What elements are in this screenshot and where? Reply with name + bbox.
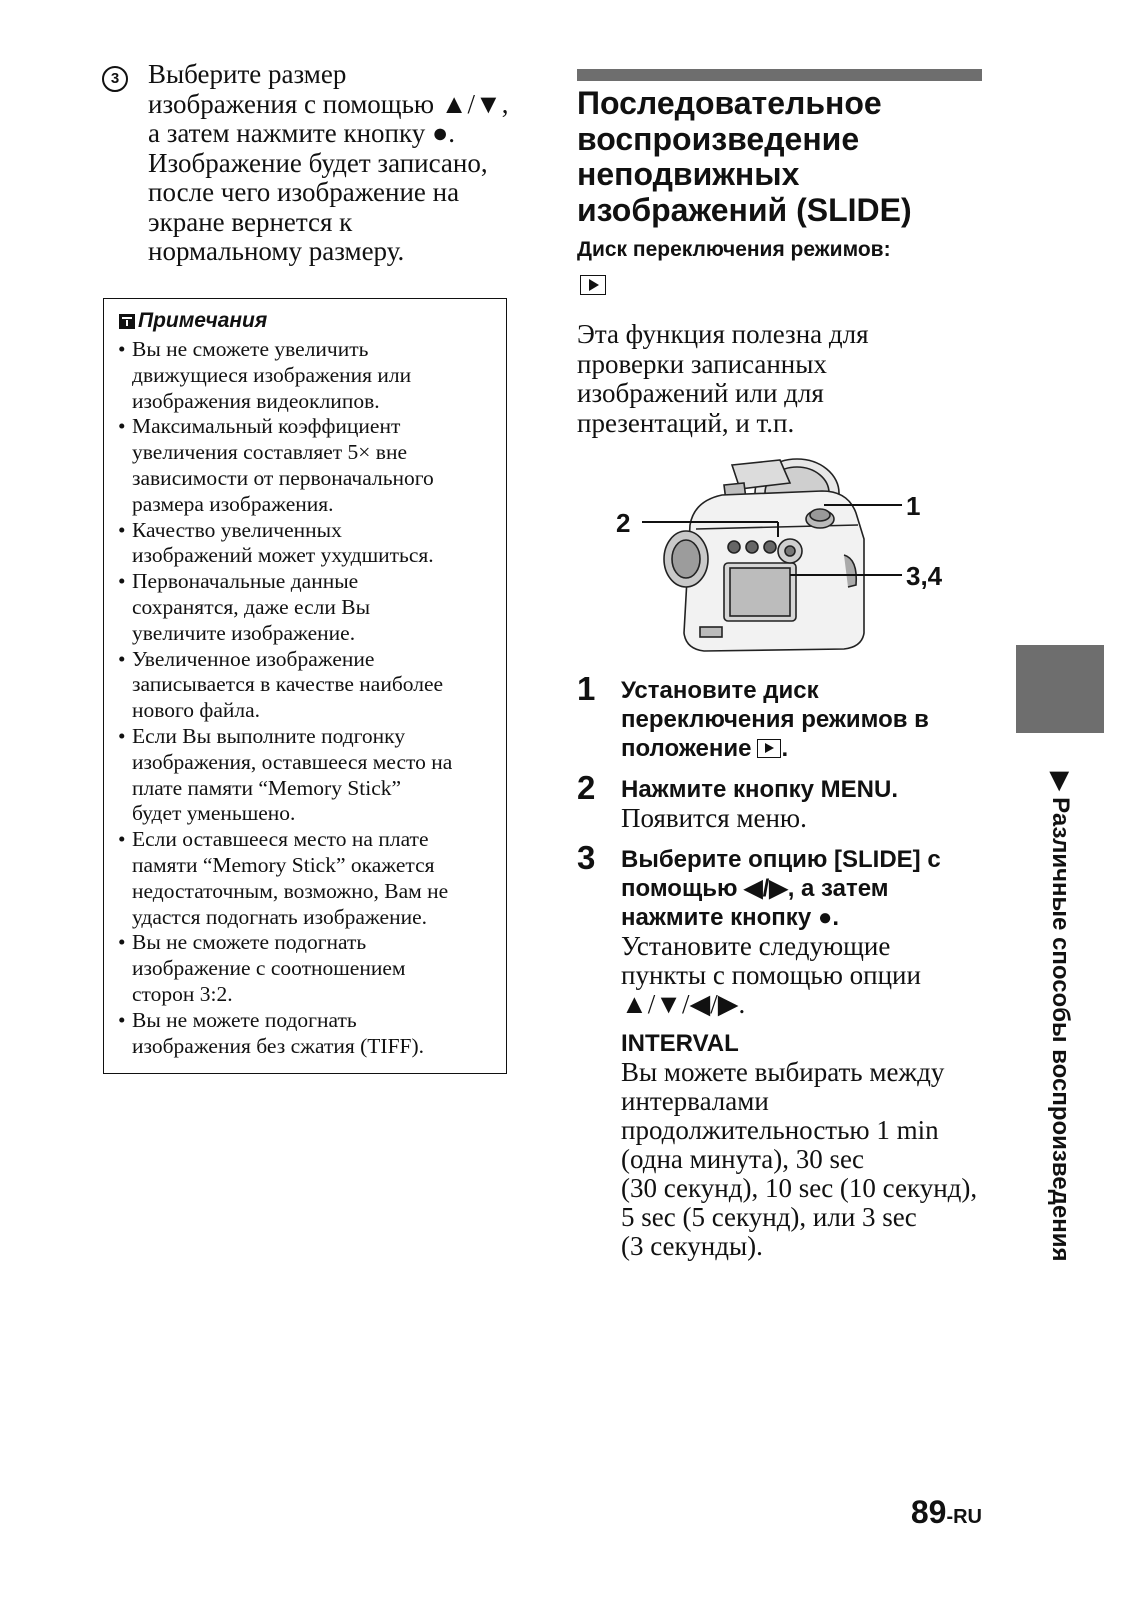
step-number: 2	[577, 769, 596, 806]
note-icon	[118, 312, 136, 330]
chapter-label: ▶ Различные способы воспроизведения	[1047, 772, 1074, 1262]
interval-description: Вы можете выбирать между интервалами продолжительностью 1 min (одна минута), 30 sec (30 секунд), 10 sec (10 секунд), 5 sec (5 секунд), или 3 sec (3 секунды).	[621, 1057, 978, 1261]
step-title: Нажмите кнопку MENU.	[621, 776, 898, 803]
notes-box	[103, 298, 507, 1074]
note-item: • Первоначальные данные сохранятся, даже если Вы увеличите изображение.	[118, 569, 496, 646]
step-3	[577, 841, 997, 1261]
circled-step-number: 3	[102, 66, 128, 92]
callout-2: 2	[616, 508, 631, 538]
notes-list	[118, 337, 496, 1059]
note-item: • Вы не сможете увеличить движущиеся изображения или изображения видеоклипов.	[118, 337, 496, 414]
camera-body-drawing	[664, 459, 864, 651]
interval-subheading: INTERVAL	[621, 1030, 739, 1057]
note-item: • Качество увеличенных изображений может ухудшиться.	[118, 518, 496, 570]
step-title: Выберите опцию [SLIDE] с помощью ◀/▶, а затем нажмите кнопку ●.	[621, 846, 941, 931]
notes-title: Примечания	[118, 307, 496, 335]
step-2	[577, 771, 997, 833]
section-heading: Последовательное воспроизведение неподвижных изображений (SLIDE)	[577, 85, 912, 228]
note-item: • Если Вы выполните подгонку изображения, оставшееся место на плате памяти “Memory Stick” будет уменьшено.	[118, 724, 496, 827]
zoom-step-3	[102, 60, 522, 267]
step-title: Установите диск переключения режимов в положение .	[621, 677, 929, 762]
step-number: 3	[577, 839, 596, 876]
intro-paragraph: Эта функция полезна для проверки записанных изображений или для презентаций, и т.п.	[577, 319, 869, 438]
note-item: • Вы не можете подогнать изображения без сжатия (TIFF).	[118, 1008, 496, 1060]
step-1	[577, 672, 997, 763]
callout-1: 1	[906, 491, 921, 521]
mode-dial-label: Диск переключения режимов:	[577, 238, 891, 261]
step-number: 1	[577, 670, 596, 707]
step-body: Появится меню.	[621, 803, 807, 833]
section-top-bar	[577, 69, 982, 81]
play-mode-icon-inline	[757, 739, 781, 758]
page-number: 89-RU	[910, 1494, 982, 1530]
camera-illustration	[612, 455, 962, 655]
chapter-tab	[1016, 645, 1104, 733]
slide-steps	[577, 672, 997, 1269]
note-item: • Увеличенное изображение записывается в качестве наиболее нового файла.	[118, 647, 496, 724]
play-mode-icon	[580, 275, 606, 295]
note-item: • Максимальный коэффициент увеличения составляет 5× вне зависимости от первоначального размера изображения.	[118, 414, 496, 517]
note-item: • Если оставшееся место на плате памяти “Memory Stick” окажется недостаточным, возможно, Вам не удастся подогнать изображение.	[118, 827, 496, 930]
step-body: Установите следующие пункты с помощью опции ▲/▼/◀/▶.	[621, 931, 921, 1019]
step-3-text: Выберите размер изображения с помощью ▲/▼, а затем нажмите кнопку ●. Изображение будет записано, после чего изображение на экране вернется к нормальному размеру.	[148, 59, 509, 266]
note-item: • Вы не сможете подогнать изображение с соотношением сторон 3:2.	[118, 930, 496, 1007]
callout-3-4: 3,4	[906, 561, 943, 591]
